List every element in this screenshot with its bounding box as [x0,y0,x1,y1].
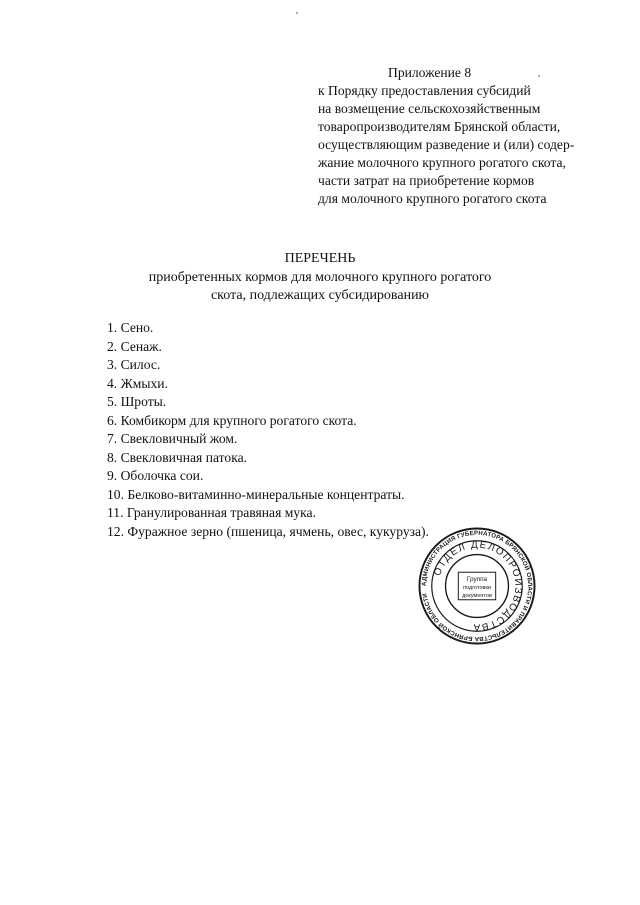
appendix-title: Приложение 8 [388,65,472,80]
list-item: 2. Сенаж. [107,338,162,354]
appendix-header [318,64,618,208]
list-item: 5. Шроты. [107,394,167,409]
list-item: 3. Силос. [107,357,161,372]
appendix-line: товаропроизводителям Брянской области, [318,119,561,134]
list-item: 6. Комбикорм для крупного рогатого скота. [107,412,357,428]
scan-speck [538,75,540,77]
scan-speck [296,12,298,14]
feed-list [107,319,429,541]
official-seal [418,527,536,645]
heading-title: ПЕРЕЧЕНЬ [284,251,356,266]
seal-center-line: Группа [466,576,488,584]
appendix-line: к Порядку предоставления субсидий [318,83,531,98]
appendix-line: части затрат на приобретение кормов [318,173,535,188]
list-heading [0,250,640,305]
list-item: 8. Свекловичная патока. [107,449,248,465]
list-item: 7. Свекловичный жом. [107,431,238,446]
list-item: 12. Фуражное зерно (пшеница, ячмень, овес, кукуруза). [107,523,429,539]
heading-subtitle-line: скота, подлежащих субсидированию [210,288,430,303]
list-item: 11. Гранулированная травяная мука. [107,505,316,520]
list-item: 10. Белково-витаминно-минеральные концентраты. [107,486,405,502]
seal-center-line: подготовки [463,584,491,591]
list-item: 1. Сено. [107,320,154,335]
heading-subtitle-line: приобретенных кормов для молочного крупного рогатого [148,270,492,285]
appendix-line: на возмещение сельскохозяйственным [318,101,541,116]
seal-inner-text: ОТДЕЛ ДЕЛОПРОИЗВОДСТВА [432,539,524,633]
appendix-line: жание молочного крупного рогатого скота, [318,155,566,170]
appendix-line: осуществляющим разведение и (или) содер- [318,137,575,152]
appendix-line: для молочного крупного рогатого скота [318,191,547,206]
list-item: 4. Жмыхи. [107,375,168,391]
seal-outer-text: АДМИНИСТРАЦИЯ ГУБЕРНАТОРА БРЯНСКОЙ ОБЛАСТИ И ПРАВИТЕЛЬСТВА БРЯНСКОЙ ОБЛАСТИ [420,529,534,643]
list-item: 9. Оболочка сои. [107,468,204,483]
seal-center-line: документов [462,592,492,599]
